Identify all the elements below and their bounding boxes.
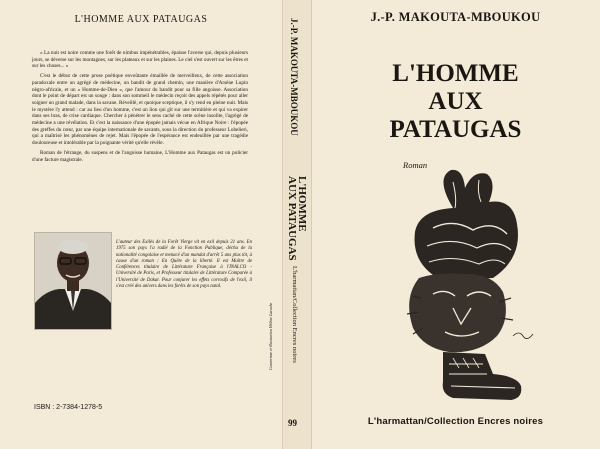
spine-number: 99 (288, 418, 297, 428)
blurb-paragraph: « La nuit est noire comme une forêt de nimbus impénétrables, épaisse l'averse qui, depuis plusieurs jours, se déverse sur les montagnes, sur les plateaux et sur les plaines. Le ciel s'est ouvert sur les êtres et sur les choses... » (32, 50, 248, 70)
spine-title-line: L'HOMME (296, 176, 308, 232)
cover-illustration-heart-lion-boot (393, 168, 543, 406)
front-cover (311, 0, 600, 449)
genre-label: Roman (403, 160, 428, 170)
publisher-series: L'harmattan/Collection Encres noires (367, 416, 544, 427)
title-line: PATAUGAS (389, 116, 522, 143)
spine-title-line: AUX PATAUGAS (286, 176, 298, 261)
title-line: AUX (428, 88, 483, 115)
isbn: ISBN : 2-7384-1278-5 (34, 404, 103, 411)
cover-credit: Couverture et illustration Hélène Laroche (268, 302, 273, 370)
back-cover (0, 0, 282, 449)
blurb (32, 50, 248, 166)
blurb-paragraph: C'est le début de cette prose poétique envoûtante émaillée de merveilleux, de cette association paradoxale entre un agrégé de médecine, un bandit de grand chemin, une manière d'Arsène Lupin nègro-africain, et un « Homme-de-Dieu », que l'amour du bandit pour sa fille angoisse. Association dont le point de départ est un songe : dans son sommeil le médecin reçoit des appels répétés pour aller soigner un grand malade, dans la savane. Réveillé, et quoique sceptique, il s'y rend en pleine nuit. Mais le mystère l'y attend : car au lieu d'un homme, c'est un lion qui gît sur une termitière et qui va expirer dans ses bras, de crise cardiaque. Chercher à pénétrer le sens caché de cette scène insolite, l'agrégé de médecine a une révélation. Et c'est la naissance d'une épopée jamais vécue en Afrique Noire : l'épopée des greffes du cœur, par une équipe internationale de savants, sous la direction du professeur Lobelieri, qui a maîtrisé les phénomènes de rejet. Mais l'épopée de l'espérance est endeuillée par une tragédie douloureuse et intolérable par la poignante vérité qu'elle révèle. (32, 73, 248, 147)
author-bio: L'auteur des Exilés de la Forêt Vierge vit en exil depuis 21 ans. En 1975 son pays l'a radié de la Fonction Publique, déchu de la nationalité congolaise et menacé d'un mandat d'arrêt 5 ans plus tôt, à cause d'un roman : En Quête de la liberté. Il est Maître de Conférences titulaire de Littérature Française à l'INALCO - Université de Paris, et Professeur titulaire de Littérature Comparée à l'Université de Dakar. Pour conjurer les effets corrosifs de l'exil, il s'est créé des univers dans les forêts de son pays natal. (116, 240, 252, 290)
front-title (311, 60, 600, 144)
blurb-paragraph: Roman de l'étrange, du suspens et de l'angoisse humaine, L'Homme aux Pataugas est un policier d'une facture magistrale. (32, 149, 248, 163)
author-photo (34, 232, 112, 330)
back-title: L'HOMME AUX PATAUGAS (74, 14, 208, 25)
front-author: J.-P. MAKOUTA-MBOUKOU (370, 10, 541, 24)
spine-author: J.-P. MAKOUTA-MBOUKOU (289, 18, 299, 136)
spine (282, 0, 312, 449)
author-portrait-image (35, 233, 111, 329)
spine-title (287, 176, 307, 261)
title-line: L'HOMME (392, 60, 519, 87)
spine-series: L'harmattan/Collection Encres noires (291, 266, 298, 363)
